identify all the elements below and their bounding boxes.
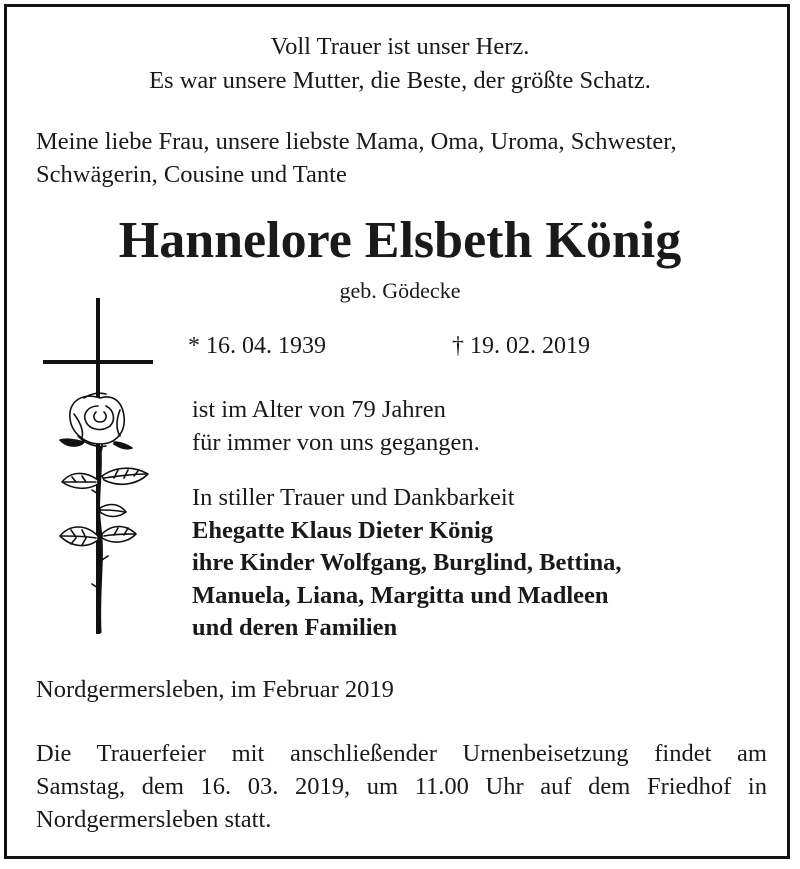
mourner-line: ihre Kinder Wolfgang, Burglind, Bettina, xyxy=(192,549,622,576)
relation-line-1: Meine liebe Frau, unsere liebste Mama, Oma, Uroma, Schwester, xyxy=(36,128,677,155)
maiden-name: geb. Gödecke xyxy=(339,278,461,303)
intro-line-1: Voll Trauer ist unser Herz. xyxy=(270,33,530,60)
birth-date: * 16. 04. 1939 xyxy=(188,333,326,359)
rose-icon xyxy=(60,393,148,632)
age-line-2: für immer von uns gegangen. xyxy=(192,429,480,456)
mourner-line: Manuela, Liana, Margitta und Madleen xyxy=(192,581,609,609)
mourners-intro: In stiller Trauer und Dankbarkeit xyxy=(192,484,515,511)
mourner-line: und deren Familien xyxy=(192,614,398,641)
place-date: Nordgermersleben, im Februar 2019 xyxy=(36,676,394,703)
cross-with-rose xyxy=(40,298,156,636)
relation-line-2: Schwägerin, Cousine und Tante xyxy=(36,161,347,188)
mourners-block xyxy=(192,482,622,645)
death-date: † 19. 02. 2019 xyxy=(452,333,590,359)
intro-line-2: Es war unsere Mutter, die Beste, der größte Schatz. xyxy=(149,67,651,94)
age-text xyxy=(192,393,480,459)
ceremony-line-2: Samstag, dem 16. 03. 2019, um 11.00 Uhr auf dem Friedhof in xyxy=(36,773,767,800)
ceremony-text xyxy=(36,737,767,836)
cross-icon xyxy=(43,298,153,634)
age-line-1: ist im Alter von 79 Jahren xyxy=(192,396,446,423)
mourner-line: Ehegatte Klaus Dieter König xyxy=(192,516,494,544)
relation-text xyxy=(36,125,776,191)
ceremony-line-1: Die Trauerfeier mit anschließender Urnenbeisetzung findet am xyxy=(36,740,767,767)
ceremony-line-3: Nordgermersleben statt. xyxy=(36,806,272,833)
deceased-name: Hannelore Elsbeth König xyxy=(118,212,682,269)
intro-verse xyxy=(0,30,800,98)
